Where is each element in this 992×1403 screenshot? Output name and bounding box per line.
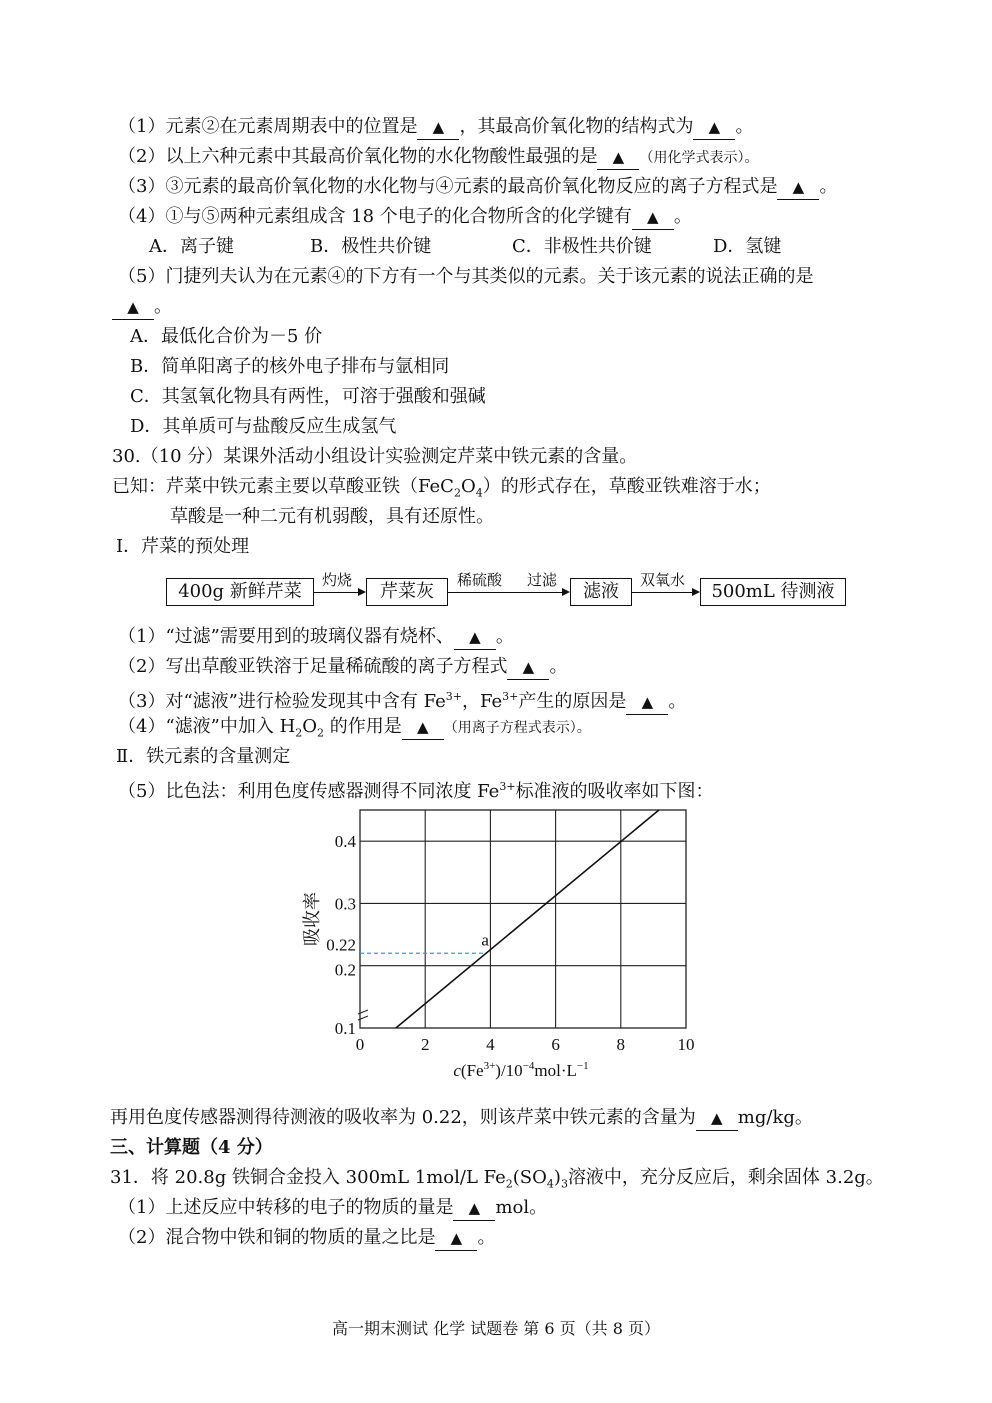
answer-blank[interactable]: ▲ <box>626 690 668 715</box>
q30-title: 30.（10 分）某课外活动小组设计实验测定芹菜中铁元素的含量。 <box>112 446 638 467</box>
q31-part1: （1）上述反应中转移的电子的物质的量是 ▲ mol。 <box>118 1196 547 1221</box>
q29-part4-option-a: A．离子键 <box>149 236 234 257</box>
flow-arrow <box>632 592 698 593</box>
point-label-a: a <box>481 930 489 950</box>
q30-part2: （2）写出草酸亚铁溶于足量稀硫酸的离子方程式 ▲ 。 <box>118 655 567 680</box>
q30-section-2: Ⅱ．铁元素的含量测定 <box>116 746 291 767</box>
x-tick-label: 4 <box>486 1035 495 1054</box>
flow-arrow-label: 双氧水 <box>640 571 686 589</box>
x-axis-label-part: −1 <box>576 1060 589 1072</box>
q30-part4: （4）“滤液”中加入 $H_2O_2$ 的作用是 ▲ （用离子方程式表示）。 <box>118 716 591 740</box>
q31-part2: （2）混合物中铁和铜的物质的量之比是 ▲ 。 <box>118 1226 495 1251</box>
x-axis-label <box>453 1060 588 1080</box>
x-tick-label: 0 <box>355 1035 365 1054</box>
q29-part4-option-c: C．非极性共价键 <box>512 236 652 257</box>
q29-option-c: C．其氢氧化物具有两性，可溶于强酸和强碱 <box>130 386 486 407</box>
chart-ticks <box>326 832 694 1054</box>
flow-box-solution: 500mL 待测液 <box>700 578 846 606</box>
q30-part3: （3）对“滤液”进行检验发现其中含有 $Fe^{3+}$，$Fe^{3+}$产生的原因是 ▲ 。 <box>118 685 686 715</box>
answer-blank[interactable]: ▲ <box>632 205 674 230</box>
answer-blank[interactable]: ▲ <box>417 115 459 140</box>
q30-part5: （5）比色法：利用色度传感器测得不同浓度 $Fe^{3+}$标准液的吸收率如下图： <box>118 780 714 802</box>
x-axis-label-part: c <box>453 1061 461 1080</box>
y-tick-label: 0.4 <box>334 832 356 852</box>
y-axis-label: 吸收率 <box>302 892 323 946</box>
flow-arrow-label: 过滤 <box>527 571 558 589</box>
series-line <box>396 804 667 1028</box>
flow-arrow <box>314 592 364 593</box>
y-tick-label: 0.1 <box>334 1019 356 1038</box>
answer-blank[interactable]: ▲ <box>597 145 639 170</box>
q29-part4: （4）①与⑤两种元素组成含 18 个电子的化合物所含的化学键有 ▲ 。 <box>118 205 692 230</box>
x-tick-label: 8 <box>616 1035 626 1054</box>
q29-option-a: A．最低化合价为－5 价 <box>130 326 323 347</box>
x-axis-label-part: mol·L <box>534 1061 577 1080</box>
flow-box-filtrate: 滤液 <box>570 578 632 606</box>
q29-part5-answer: ▲ 。 <box>112 295 172 320</box>
answer-blank[interactable]: ▲ <box>696 1106 738 1131</box>
q30-part5-question: 再用色度传感器测得待测液的吸收率为 0.22，则该芹菜中铁元素的含量为 ▲ mg/kg。 <box>110 1106 813 1131</box>
flow-arrow-label: 灼烧 <box>322 571 353 589</box>
page-footer: 高一期末测试 化学 试题卷 第 6 页（共 8 页） <box>332 1319 660 1338</box>
q29-option-b: B．简单阳离子的核外电子排布与氩相同 <box>130 356 450 377</box>
q29-part4-option-d: D．氢键 <box>713 236 782 257</box>
x-tick-label: 2 <box>420 1035 430 1054</box>
q29-part4-option-b: B．极性共价键 <box>310 236 432 257</box>
x-axis-label-part: 3+ <box>483 1060 496 1072</box>
flow-arrow-label: 稀硫酸 <box>457 571 503 589</box>
y-tick-label: 0.2 <box>334 960 356 980</box>
x-axis-label-part: −4 <box>522 1060 535 1072</box>
plot-frame <box>360 810 686 1028</box>
q29-part2: （2）以上六种元素中其最高价氧化物的水化物酸性最强的是 ▲ （用化学式表示）。 <box>118 145 758 170</box>
y-tick-label: 0.22 <box>326 935 356 955</box>
q31-stem: 31．将 20.8g 铁铜合金投入 300mL 1mol/L $Fe_2(SO_4)_3$溶液中，充分反应后，剩余固体 3.2g。 <box>110 1167 884 1191</box>
q30-known-1: 已知：芹菜中铁元素主要以草酸亚铁$(FeC_2O_4)$的形式存在，草酸亚铁难溶于水； <box>112 476 771 500</box>
x-axis-label-part: (Fe <box>460 1061 484 1080</box>
q29-option-d: D．其单质可与盐酸反应生成氢气 <box>130 416 397 437</box>
x-axis-label-part: )/10 <box>495 1061 523 1080</box>
x-tick-label: 10 <box>677 1035 695 1054</box>
absorbance-chart <box>290 800 710 1100</box>
q30-known-2: 草酸是一种二元有机弱酸，具有还原性。 <box>170 506 494 527</box>
answer-blank[interactable]: ▲ <box>454 625 496 650</box>
answer-blank[interactable]: ▲ <box>453 1196 495 1221</box>
flow-box-celery: 400g 新鲜芹菜 <box>166 578 314 606</box>
q29-part3: （3）③元素的最高价氧化物的水化物与④元素的最高价氧化物反应的离子方程式是 ▲ 。 <box>118 175 837 200</box>
flow-arrow <box>448 592 568 593</box>
answer-blank[interactable]: ▲ <box>435 1226 477 1251</box>
answer-blank[interactable]: ▲ <box>693 115 735 140</box>
answer-blank[interactable]: ▲ <box>777 175 819 200</box>
q29-part5: （5）门捷列夫认为在元素④的下方有一个与其类似的元素。关于该元素的说法正确的是 <box>118 266 814 287</box>
y-tick-label: 0.3 <box>334 894 356 914</box>
chart-grid <box>358 810 686 1028</box>
x-tick-label: 6 <box>551 1035 560 1054</box>
q30-section-1: Ⅰ．芹菜的预处理 <box>116 536 250 557</box>
section-3-heading: 三、计算题（4 分） <box>110 1137 273 1158</box>
answer-blank[interactable]: ▲ <box>402 715 444 740</box>
q30-part1: （1）“过滤”需要用到的玻璃仪器有烧杯、 ▲ 。 <box>118 625 514 650</box>
flow-box-ash: 芹菜灰 <box>366 578 448 606</box>
q29-part1: （1）元素②在元素周期表中的位置是 ▲ ，其最高价氧化物的结构式为 ▲ 。 <box>118 115 753 140</box>
answer-blank[interactable]: ▲ <box>112 295 154 320</box>
answer-blank[interactable]: ▲ <box>507 655 549 680</box>
